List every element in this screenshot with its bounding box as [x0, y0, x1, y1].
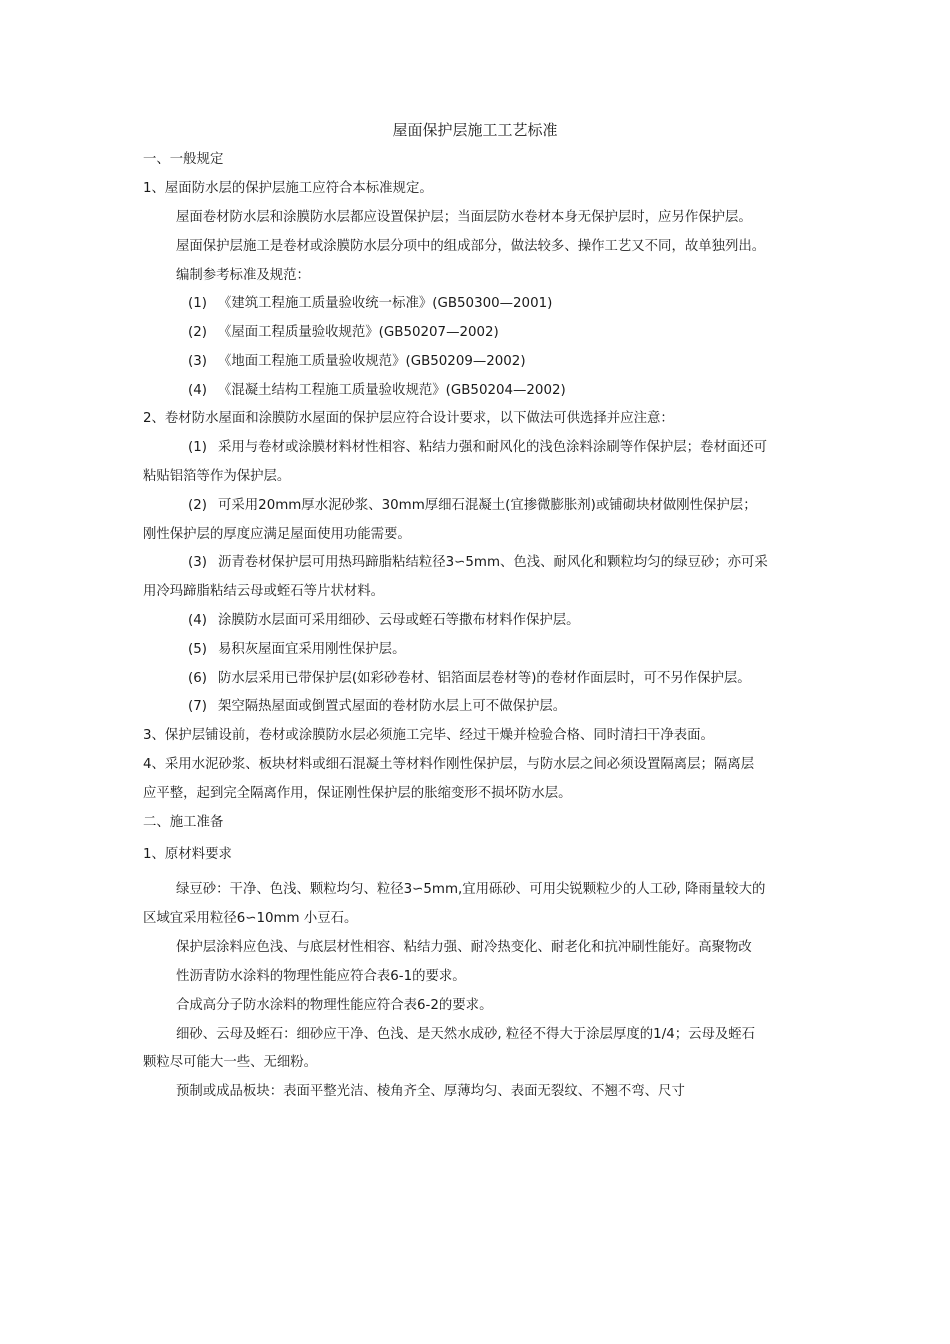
clause-1: 1、屋面防水层的保护层施工应符合本标准规定。	[143, 181, 433, 196]
section-heading-preparation: 二、施工准备	[143, 815, 224, 830]
item-number: (6)	[188, 671, 207, 686]
option-text: 易积灰屋面宜采用刚性保护层。	[218, 642, 406, 657]
item-number: (1)	[188, 296, 207, 311]
clause-3: 3、保护层铺设前，卷材或涂膜防水层必须施工完毕、经过干燥并检验合格、同时清扫干净表面。	[143, 728, 714, 743]
paragraph-continued: 区域宜采用粒径6∽10mm 小豆石。	[143, 911, 358, 926]
reference-item	[188, 352, 526, 372]
option-text-continued: 刚性保护层的厚度应满足屋面使用功能需要。	[143, 527, 411, 542]
section-heading-general: 一、一般规定	[143, 152, 224, 167]
option-text: 涂膜防水层面可采用细砂、云母或蛭石等撒布材料作保护层。	[218, 613, 580, 628]
reference-item	[188, 381, 566, 401]
paragraph: 保护层涂料应色浅、与底层材性相容、粘结力强、耐冷热变化、耐老化和抗冲刷性能好。高聚物改	[176, 940, 752, 955]
item-number: (3)	[188, 354, 207, 369]
paragraph: 合成高分子防水涂料的物理性能应符合表6-2的要求。	[176, 998, 493, 1013]
option-text: 可采用20mm厚水泥砂浆、30mm厚细石混凝土(宜掺微膨胀剂)或铺砌块材做刚性保护层；	[218, 498, 757, 513]
reference-item	[188, 294, 552, 314]
reference-text: 《屋面工程质量验收规范》(GB50207—2002)	[218, 325, 499, 340]
clause-4: 4、采用水泥砂浆、板块材料或细石混凝土等材料作刚性保护层，与防水层之间必须设置隔离层；隔离层	[143, 757, 755, 772]
item-number: (3)	[188, 555, 207, 570]
paragraph-continued: 性沥青防水涂料的物理性能应符合表6-1的要求。	[176, 969, 466, 984]
paragraph: 细砂、云母及蛭石：细砂应干净、色浅、是天然水成砂, 粒径不得大于涂层厚度的1/4；云母及蛭石	[176, 1027, 756, 1042]
option-item	[188, 697, 566, 717]
option-item	[188, 669, 751, 689]
item-number: (4)	[188, 383, 207, 398]
document-title: 屋面保护层施工工艺标准	[392, 121, 558, 139]
paragraph: 屋面保护层施工是卷材或涂膜防水层分项中的组成部分，做法较多、操作工艺又不同，故单独列出。	[176, 239, 766, 254]
clause-4-continued: 应平整，起到完全隔离作用，保证刚性保护层的胀缩变形不损坏防水层。	[143, 786, 572, 801]
option-item	[188, 553, 768, 573]
paragraph-continued: 颗粒尽可能大一些、无细粉。	[143, 1055, 318, 1070]
paragraph: 编制参考标准及规范：	[176, 268, 310, 283]
item-number: (7)	[188, 699, 207, 714]
subsection-heading-materials: 1、原材料要求	[143, 847, 232, 862]
paragraph: 预制或成品板块：表面平整光洁、棱角齐全、厚薄均匀、表面无裂纹、不翘不弯、尺寸	[176, 1084, 685, 1099]
option-item	[188, 611, 580, 631]
option-text: 架空隔热屋面或倒置式屋面的卷材防水层上可不做保护层。	[218, 699, 567, 714]
option-text: 防水层采用已带保护层(如彩砂卷材、铝箔面层卷材等)的卷材作面层时，可不另作保护层。	[218, 671, 751, 686]
item-number: (1)	[188, 440, 207, 455]
item-number: (4)	[188, 613, 207, 628]
option-text-continued: 用冷玛蹄脂粘结云母或蛭石等片状材料。	[143, 584, 385, 599]
item-number: (2)	[188, 498, 207, 513]
item-number: (2)	[188, 325, 207, 340]
reference-text: 《地面工程施工质量验收规范》(GB50209—2002)	[218, 354, 526, 369]
reference-item	[188, 323, 499, 343]
option-text: 采用与卷材或涂膜材料材性相容、粘结力强和耐风化的浅色涂料涂刷等作保护层；卷材面还可	[218, 440, 768, 455]
item-number: (5)	[188, 642, 207, 657]
option-item	[188, 496, 757, 516]
clause-2: 2、卷材防水屋面和涂膜防水屋面的保护层应符合设计要求，以下做法可供选择并应注意：	[143, 411, 674, 426]
option-text: 沥青卷材保护层可用热玛蹄脂粘结粒径3∽5mm、色浅、耐风化和颗粒均匀的绿豆砂；亦可采	[218, 555, 768, 570]
reference-text: 《混凝土结构工程施工质量验收规范》(GB50204—2002)	[218, 383, 566, 398]
paragraph: 绿豆砂：干净、色浅、颗粒均匀、粒径3∽5mm,宜用砾砂、可用尖锐颗粒少的人工砂, 降雨量较大的	[176, 882, 766, 897]
reference-text: 《建筑工程施工质量验收统一标准》(GB50300—2001)	[218, 296, 553, 311]
paragraph: 屋面卷材防水层和涂膜防水层都应设置保护层；当面层防水卷材本身无保护层时，应另作保护层。	[176, 210, 752, 225]
option-item	[188, 640, 405, 660]
option-item	[188, 438, 767, 458]
option-text-continued: 粘贴铝箔等作为保护层。	[143, 469, 291, 484]
